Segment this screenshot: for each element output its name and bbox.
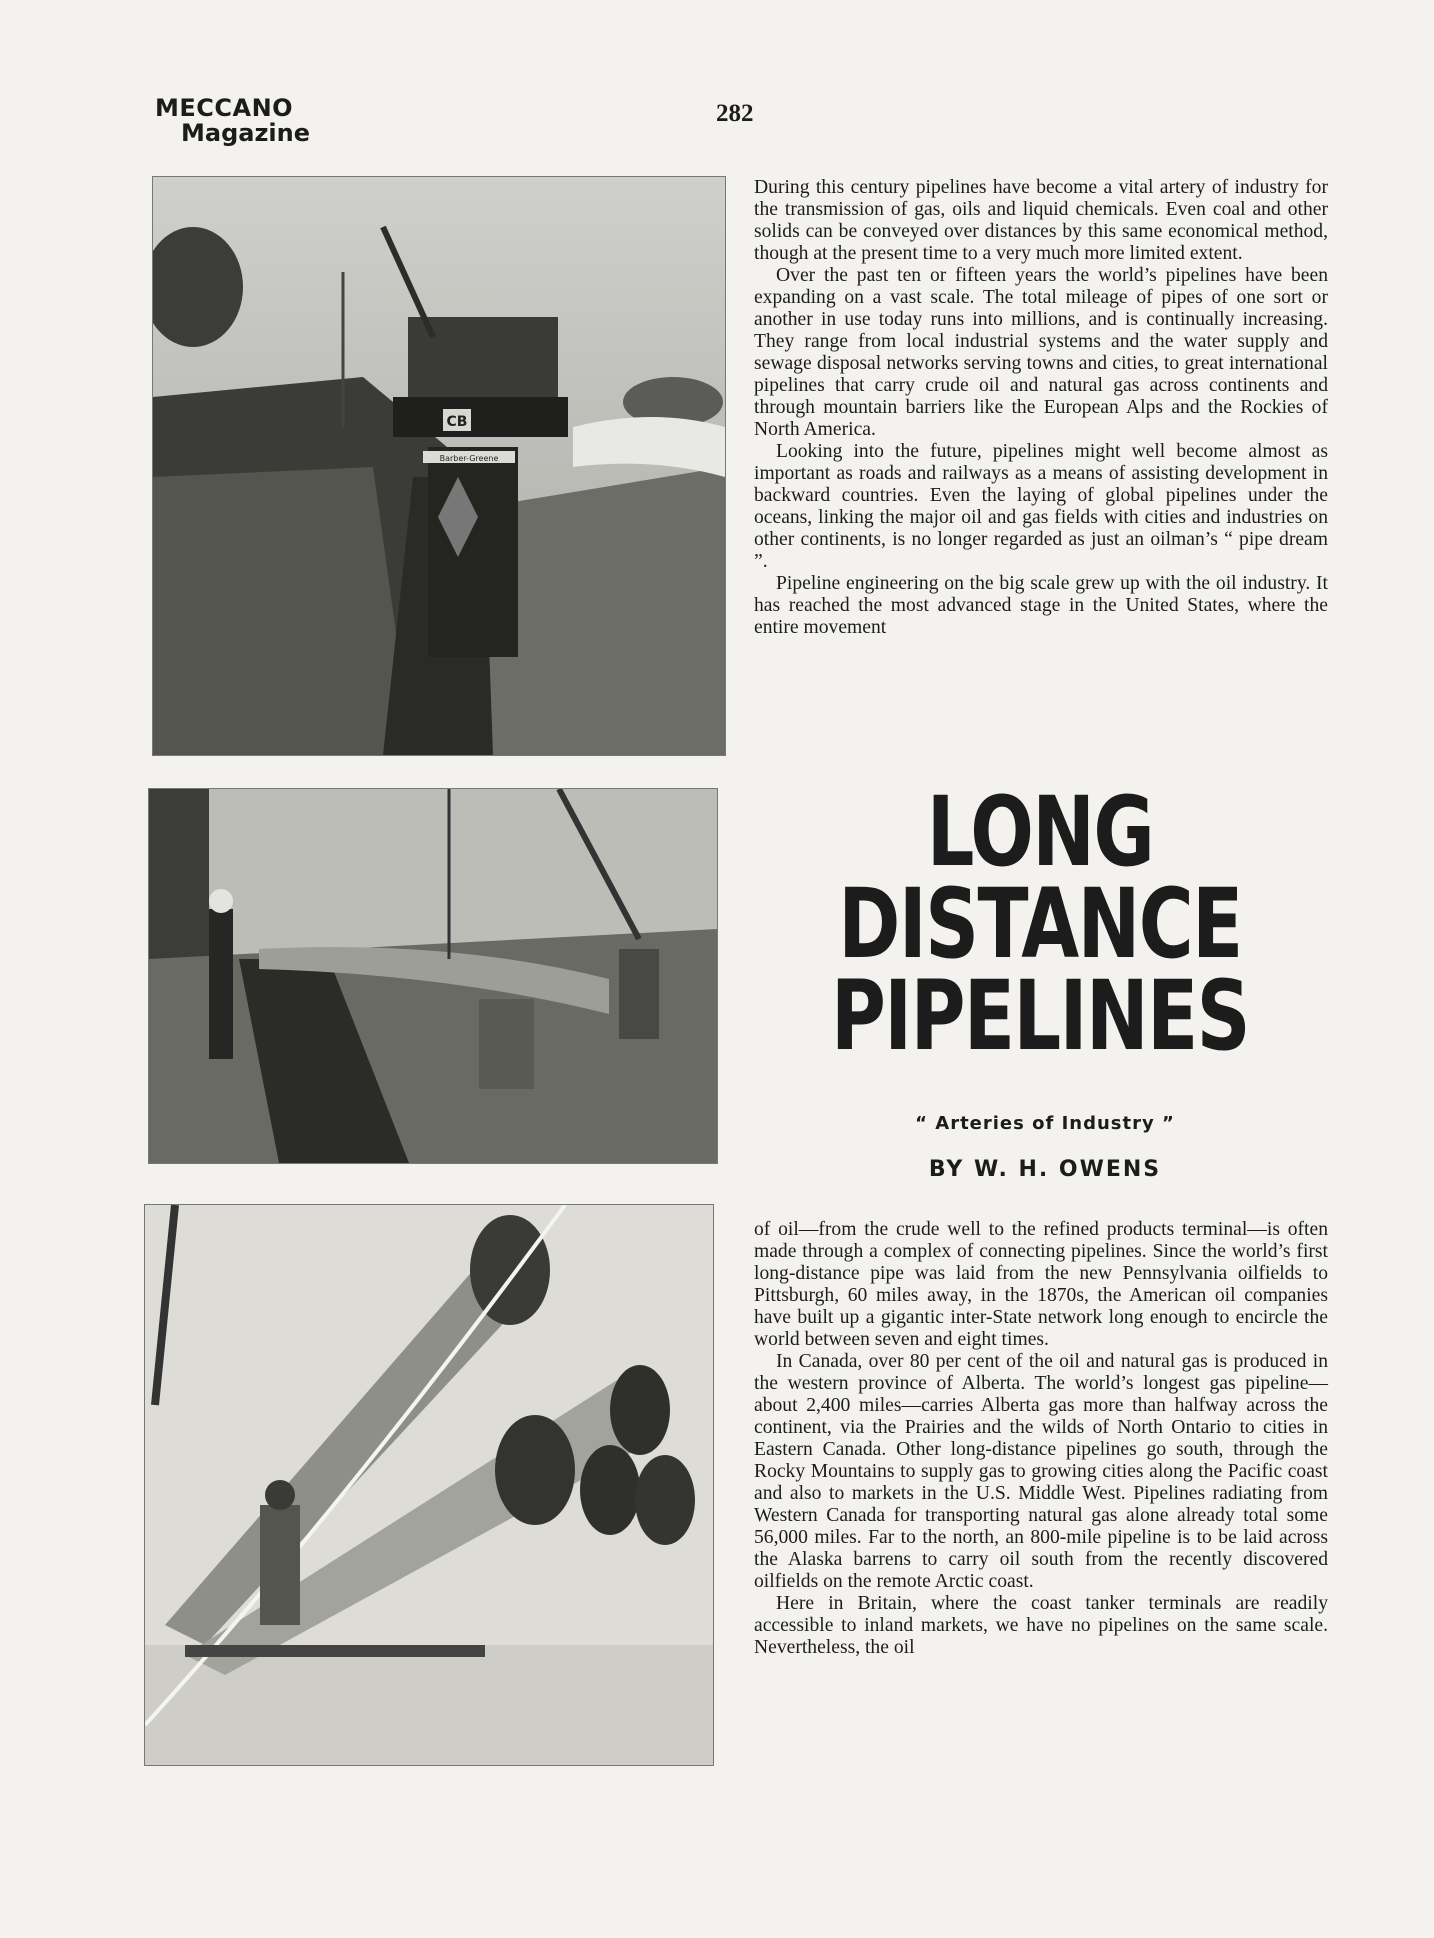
page-number: 282 xyxy=(716,100,754,127)
article-title xyxy=(822,776,1259,1072)
paragraph: of oil—from the crude well to the refined products terminal—is often made through a complex of connecting pipelines. Since the world’s first long-distance pipe was laid from the new Pennsylvania oilfields to Pittsburgh, 60 miles away, in the 1870s, the American oil companies have built up a gigantic inter-State network long enough to encircle the world between seven and eight times. xyxy=(754,1219,1328,1350)
article-column-top xyxy=(754,177,1328,639)
stacked-pipes-photo xyxy=(144,1204,714,1766)
barber-greene-sign: Barber-Greene xyxy=(439,454,499,463)
magazine-name: MECCANO xyxy=(155,94,294,122)
article-subtitle: “ Arteries of Industry ” xyxy=(915,1113,1175,1134)
paragraph: Here in Britain, where the coast tanker terminals are readily accessible to inland markets, we have no pipelines on the same scale. Nevertheless, the oil xyxy=(754,1593,1328,1658)
article-column-bottom xyxy=(754,1219,1328,1659)
pipe-laying-photo xyxy=(148,788,718,1164)
magazine-subname: Magazine xyxy=(181,119,311,148)
paragraph: In Canada, over 80 per cent of the oil and natural gas is produced in the western province of Alberta. The world’s longest gas pipeline—about 2,400 miles—carries Alberta gas more than halfway across the continent, via the Prairies and the wilds of North Ontario to cities in Eastern Canada. Other long-distance pipelines go south, through the Rocky Mountains to supply gas to growing cities along the Pacific coast and also to markets in the U.S. Middle West. Pipelines radiating from Western Canada for transporting natural gas alone already total some 56,000 miles. Far to the north, an 800-mile pipeline is to be laid across the Alaska barrens to carry oil south from the recently discovered oilfields on the remote Arctic coast. xyxy=(754,1351,1328,1592)
title-line: PIPELINES xyxy=(830,960,1250,1072)
paragraph: Looking into the future, pipelines might well become almost as important as roads and railways as a means of assisting development in backward countries. Even the laying of global pipelines under the oceans, linking the major oil and gas fields with cities and industries on other continents, is no longer regarded as just an oilman’s “ pipe dream ”. xyxy=(754,441,1328,572)
paragraph: Pipeline engineering on the big scale grew up with the oil industry. It has reached the most advanced stage in the United States, where the entire movement xyxy=(754,573,1328,638)
title-line: DISTANCE xyxy=(838,868,1242,980)
trench-digger-photo xyxy=(152,176,726,756)
title-line: LONG xyxy=(926,776,1154,888)
masthead xyxy=(155,96,310,146)
svg-text:CB: CB xyxy=(446,414,468,430)
paragraph: Over the past ten or fifteen years the world’s pipelines have been expanding on a vast scale. The total mileage of pipes of one sort or another in use today runs into millions, and is continually increasing. They range from local industrial systems and the water supply and sewage disposal networks serving towns and cities, to great international pipelines that carry crude oil and natural gas across continents and through mountain barriers like the European Alps and the Rockies of North America. xyxy=(754,265,1328,440)
paragraph: During this century pipelines have become a vital artery of industry for the transmission of gas, oils and liquid chemicals. Even coal and other solids can be conveyed over distances by this same economical method, though at the present time to a very much more limited extent. xyxy=(754,177,1328,264)
byline: BY W. H. OWENS xyxy=(928,1157,1162,1182)
